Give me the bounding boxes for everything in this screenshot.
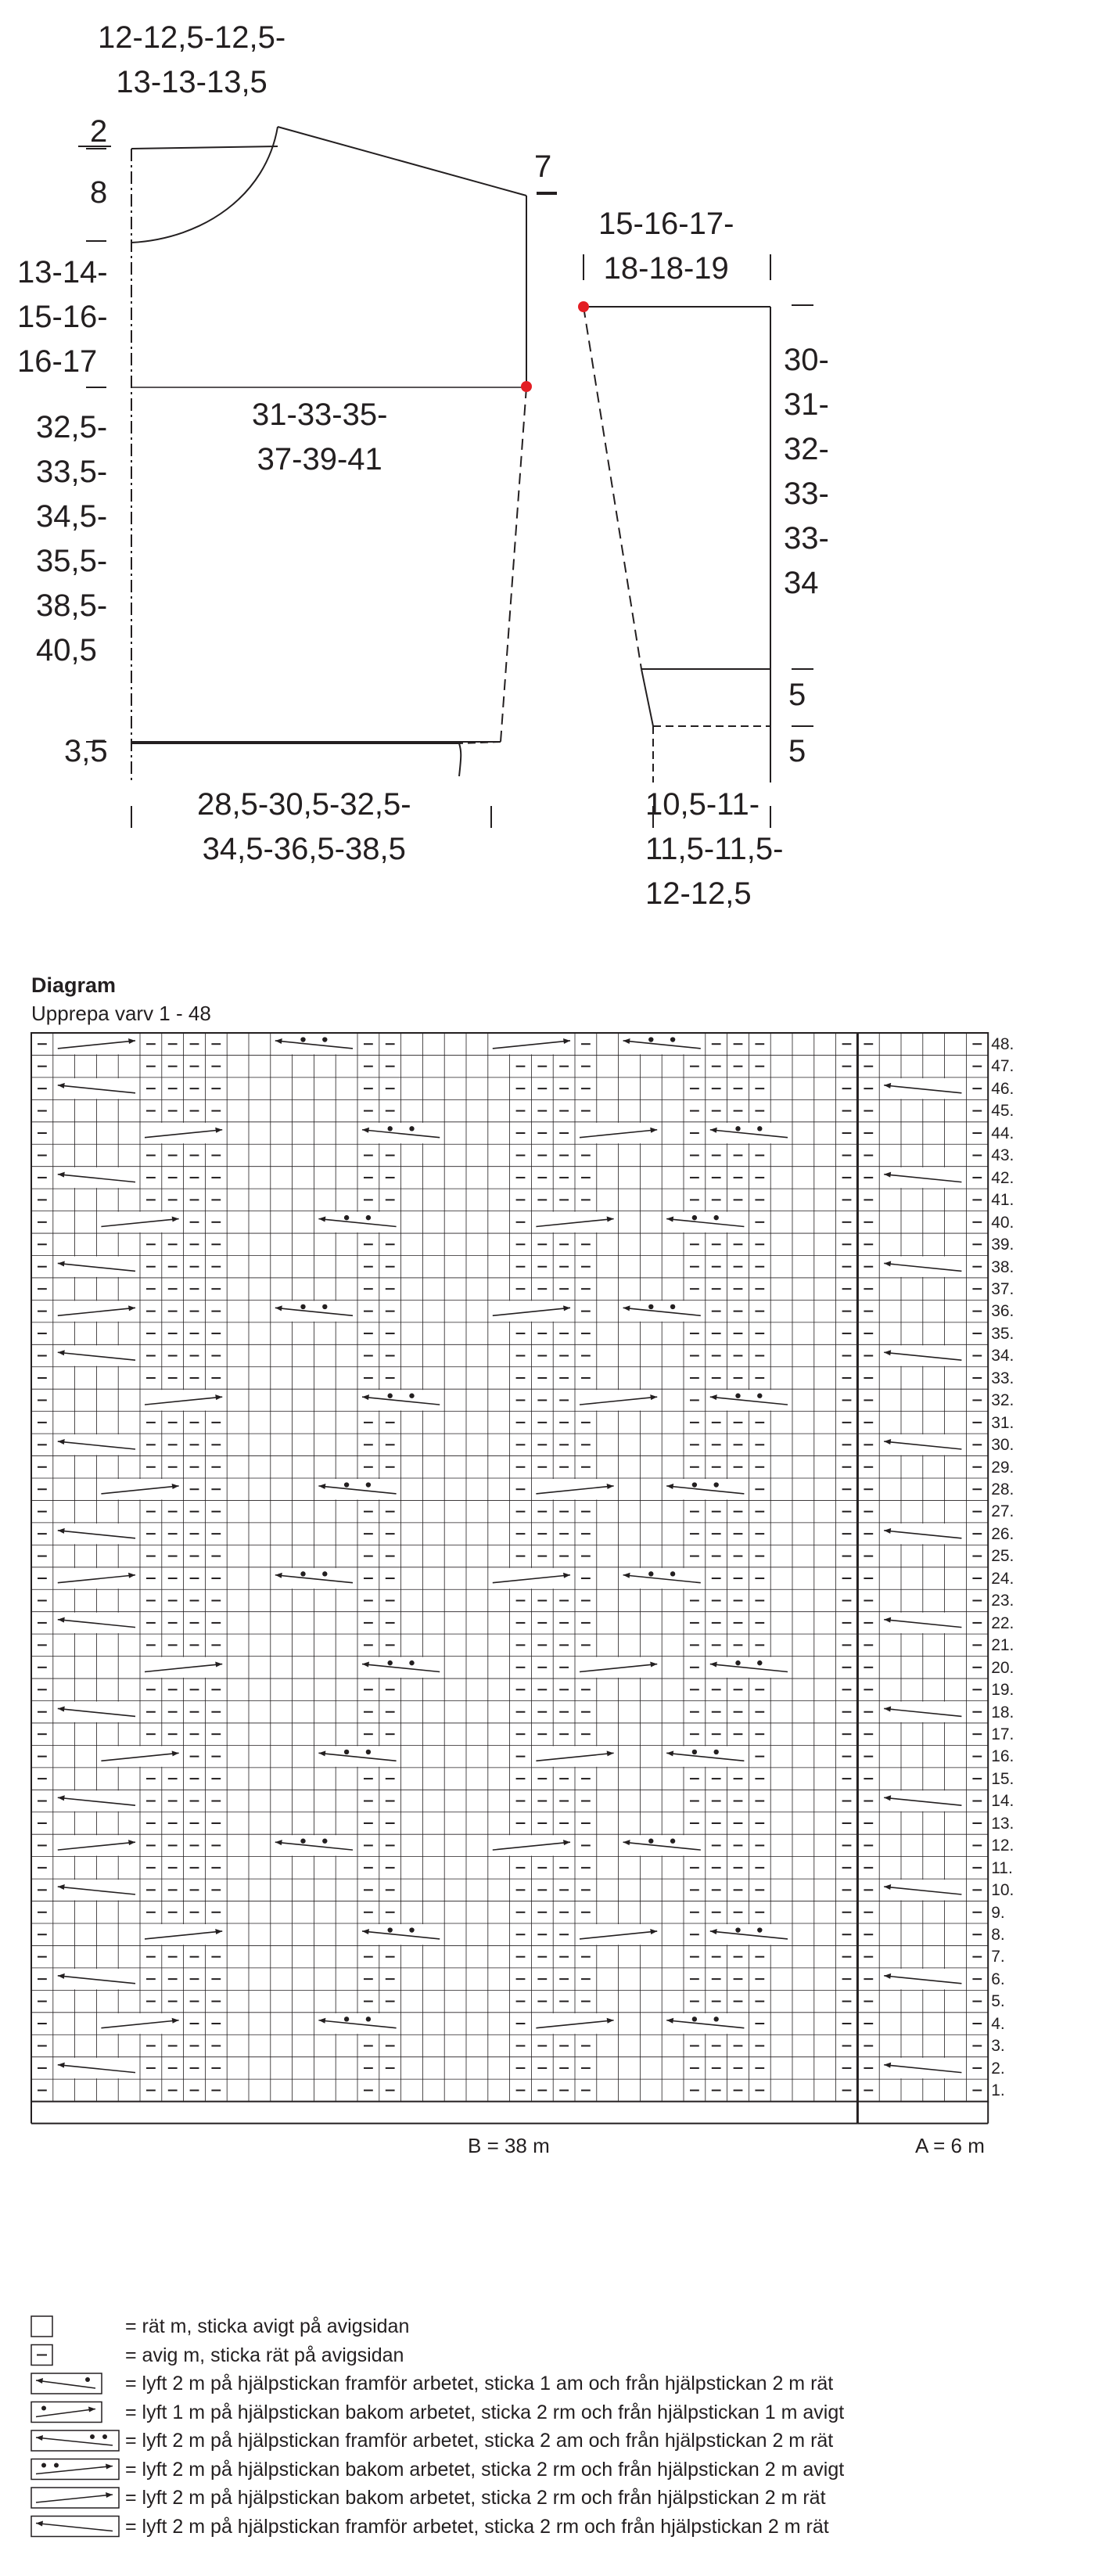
row-number: 17. — [991, 1725, 1014, 1743]
sleeve-top-label: 15-16-17- 18-18-19 — [598, 207, 734, 286]
row-number: 29. — [991, 1458, 1014, 1477]
row-number: 10. — [991, 1881, 1014, 1900]
legend-text: = lyft 2 m på hjälpstickan framför arbetet, sticka 1 am och från hjälpstickan 2 m rät — [125, 2373, 834, 2394]
row-number: 18. — [991, 1703, 1014, 1722]
legend-text: = lyft 2 m på hjälpstickan bakom arbetet, sticka 2 rm och från hjälpstickan 2 m avigt — [125, 2458, 845, 2481]
row-number: 36. — [991, 1302, 1014, 1321]
diagram-title: Diagram — [31, 973, 117, 997]
legend-symbol-cable-2-2-right — [31, 2488, 119, 2508]
legend-dot — [41, 2406, 46, 2411]
row-number: 3. — [991, 2037, 1005, 2056]
row-number: 30. — [991, 1436, 1014, 1455]
cuff-bottom-label: 5 — [788, 734, 806, 768]
row-number: 37. — [991, 1279, 1014, 1298]
legend-text: = lyft 2 m på hjälpstickan bakom arbetet, sticka 2 rm och från hjälpstickan 2 m rät — [125, 2487, 826, 2509]
row-number: 1. — [991, 2081, 1005, 2100]
legend-box — [31, 2373, 102, 2394]
row-number: 47. — [991, 1057, 1014, 1076]
row-number: 5. — [991, 1992, 1005, 2011]
legend-box — [31, 2488, 119, 2508]
legend-symbol-knit — [31, 2316, 52, 2337]
legend-box — [31, 2402, 102, 2423]
legend-text: = rät m, sticka avigt på avigsidan — [125, 2315, 410, 2337]
row-number: 41. — [991, 1191, 1014, 1210]
legend-text: = lyft 2 m på hjälpstickan framför arbetet, sticka 2 am och från hjälpstickan 2 m rät — [125, 2430, 834, 2452]
row-number: 12. — [991, 1837, 1014, 1855]
row-number: 25. — [991, 1547, 1014, 1566]
sleeve-length-label: 30- 31- 32- 33- 33- 34 — [784, 343, 829, 600]
legend-symbol-purl — [31, 2345, 52, 2366]
row-number: 8. — [991, 1926, 1005, 1944]
row-number: 20. — [991, 1658, 1014, 1677]
row-number: 24. — [991, 1569, 1014, 1588]
row-number: 46. — [991, 1079, 1014, 1098]
row-number: 26. — [991, 1524, 1014, 1543]
row-number: 31. — [991, 1413, 1014, 1432]
neck-width-label: 12-12,5-12,5- 13-13-13,5 — [98, 20, 286, 99]
row-number: 32. — [991, 1391, 1014, 1410]
legend-box — [31, 2459, 119, 2480]
row-number: 44. — [991, 1124, 1014, 1142]
row-number: 34. — [991, 1347, 1014, 1365]
row-number: 27. — [991, 1502, 1014, 1521]
row-number: 21. — [991, 1636, 1014, 1655]
shoulder-slope-label: 7 — [534, 149, 552, 184]
row-number: 42. — [991, 1168, 1014, 1187]
legend-dot — [54, 2463, 59, 2468]
row-number: 9. — [991, 1903, 1005, 1922]
row-number: 7. — [991, 1948, 1005, 1966]
cuff-top-label: 5 — [788, 678, 806, 712]
legend-dot — [41, 2463, 46, 2468]
row-number: 6. — [991, 1970, 1005, 1988]
row-number: 2. — [991, 2059, 1005, 2078]
legend-dot — [102, 2434, 107, 2439]
legend-box — [31, 2316, 52, 2337]
hem-band-label: 3,5 — [64, 734, 108, 768]
legend-dot — [85, 2377, 90, 2382]
legend-dot — [90, 2434, 95, 2439]
body-width-label: 31-33-35- 37-39-41 — [252, 398, 388, 477]
legend-text: = lyft 1 m på hjälpstickan bakom arbetet, sticka 2 rm och från hjälpstickan 1 m avigt — [125, 2401, 845, 2423]
legend-symbol-cable-1-2-right-purl — [31, 2402, 102, 2423]
row-number: 22. — [991, 1614, 1014, 1632]
body-length-label: 32,5- 33,5- 34,5- 35,5- 38,5- 40,5 — [36, 410, 108, 667]
neck-depth-label: 8 — [90, 175, 108, 210]
row-number: 48. — [991, 1035, 1014, 1053]
a-repeat-label: A = 6 m — [910, 2134, 989, 2158]
legend-box — [31, 2430, 119, 2451]
row-number: 45. — [991, 1102, 1014, 1121]
row-number: 40. — [991, 1213, 1014, 1232]
legend-text: = lyft 2 m på hjälpstickan framför arbetet, sticka 2 rm och från hjälpstickan 2 m rät — [125, 2515, 829, 2538]
neck-drop-label: 2 — [90, 114, 108, 149]
row-number: 23. — [991, 1592, 1014, 1610]
row-number: 16. — [991, 1747, 1014, 1766]
legend-symbol-cable-2-2-right-purl — [31, 2459, 119, 2480]
row-number: 19. — [991, 1681, 1014, 1700]
legend-symbol-cable-2-2-left — [31, 2517, 119, 2537]
legend-symbol-cable-2-1-left-purl — [31, 2373, 102, 2394]
row-number: 43. — [991, 1146, 1014, 1165]
hem-width-label: 28,5-30,5-32,5- 34,5-36,5-38,5 — [197, 787, 411, 866]
legend-text: = avig m, sticka rät på avigsidan — [125, 2344, 404, 2366]
legend-box — [31, 2517, 119, 2537]
row-number: 35. — [991, 1324, 1014, 1343]
row-number: 13. — [991, 1814, 1014, 1833]
cuff-width-label: 10,5-11- 11,5-11,5- 12-12,5 — [645, 787, 784, 911]
row-number: 14. — [991, 1792, 1014, 1811]
row-number: 4. — [991, 2014, 1005, 2033]
row-number: 38. — [991, 1257, 1014, 1276]
row-number: 39. — [991, 1236, 1014, 1254]
row-number: 15. — [991, 1769, 1014, 1788]
b-repeat-label: B = 38 m — [463, 2134, 555, 2158]
armhole-depth-label: 13-14- 15-16- 16-17 — [17, 255, 108, 379]
legend-symbol-cable-2-2-left-purl — [31, 2430, 119, 2451]
diagram-subtitle: Upprepa varv 1 - 48 — [31, 1002, 211, 1025]
row-number: 11. — [991, 1858, 1013, 1877]
row-number: 33. — [991, 1369, 1014, 1387]
row-number: 28. — [991, 1480, 1014, 1498]
